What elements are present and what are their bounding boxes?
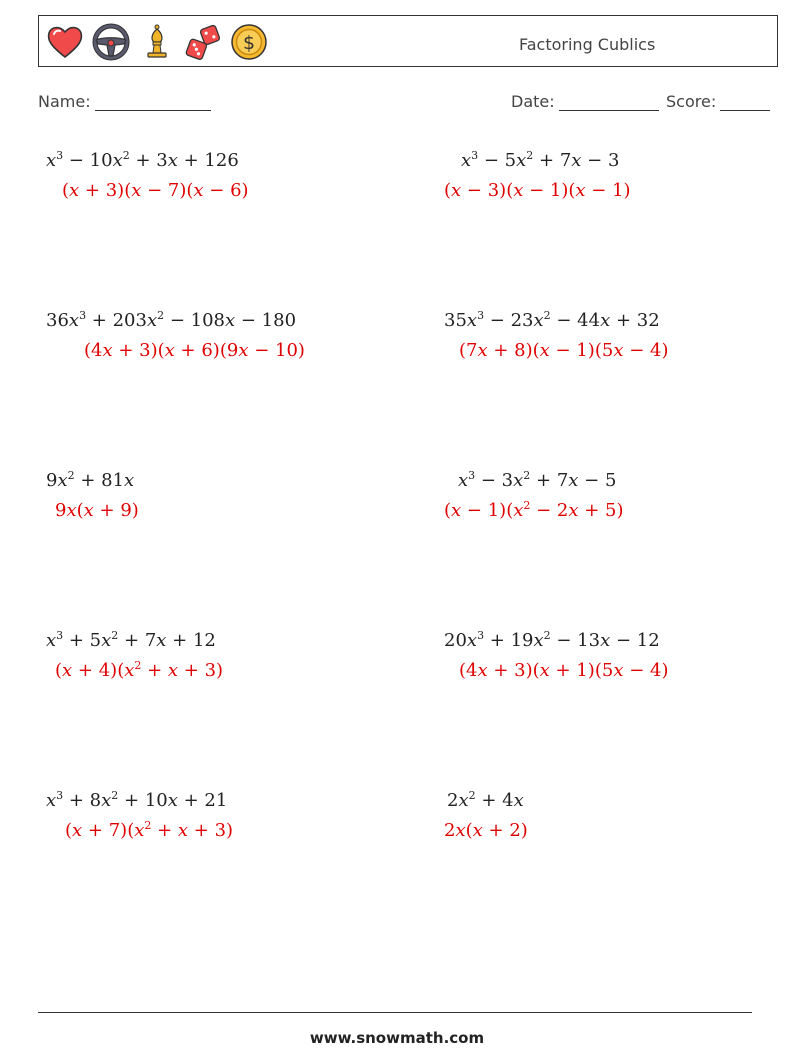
problem-6-question: $x^3 - 3x^2 + 7x - 5$ — [458, 469, 617, 491]
problem-2-answer: (x − 3)(x − 1)(x − 1) — [444, 180, 631, 201]
score-field[interactable] — [666, 92, 770, 111]
problem-3-answer: (4x + 3)(x + 6)(9x − 10) — [84, 340, 305, 361]
icon-row — [45, 22, 269, 62]
footer-divider — [38, 1012, 752, 1013]
problem-1-question: $x^3 - 10x^2 + 3x + 126$ — [46, 149, 239, 171]
worksheet-header — [38, 15, 778, 67]
problem-4-question: $35x^3 - 23x^2 - 44x + 32$ — [444, 309, 660, 331]
problem-1-answer: (x + 3)(x − 7)(x − 6) — [62, 180, 249, 201]
date-field[interactable] — [511, 92, 659, 111]
name-blank — [95, 92, 211, 111]
problem-7-answer: $(x + 4)(x^2 + x + 3)$ — [55, 659, 224, 681]
problem-5-answer: 9x(x + 9) — [55, 500, 139, 521]
dice-icon — [183, 22, 223, 62]
score-label: Score: — [666, 92, 717, 111]
dollar-coin-icon — [229, 22, 269, 62]
problem-10-answer: 2x(x + 2) — [444, 820, 528, 841]
problem-8-answer: (4x + 3)(x + 1)(5x − 4) — [459, 660, 669, 681]
heart-icon — [45, 22, 85, 62]
footer-url[interactable]: www.snowmath.com — [309, 1029, 485, 1047]
problem-10-question: $2x^2 + 4x$ — [447, 789, 524, 811]
date-blank — [559, 92, 659, 111]
problem-7-question: $x^3 + 5x^2 + 7x + 12$ — [46, 629, 216, 651]
problem-9-question: $x^3 + 8x^2 + 10x + 21$ — [46, 789, 228, 811]
svg-text:$: $ — [242, 32, 256, 54]
score-blank — [720, 92, 770, 111]
worksheet-title: Factoring Cublics — [519, 35, 656, 54]
problem-8-question: $20x^3 + 19x^2 - 13x - 12$ — [444, 629, 660, 651]
problem-2-question: $x^3 - 5x^2 + 7x - 3$ — [461, 149, 620, 171]
problem-3-question: $36x^3 + 203x^2 - 108x - 180$ — [46, 309, 297, 331]
steering-wheel-icon — [91, 22, 131, 62]
date-label: Date: — [511, 92, 555, 111]
problem-6-answer: $(x - 1)(x^2 - 2x + 5)$ — [444, 499, 624, 521]
problem-4-answer: (7x + 8)(x − 1)(5x − 4) — [459, 340, 669, 361]
name-field[interactable] — [38, 92, 211, 111]
problem-9-answer: $(x + 7)(x^2 + x + 3)$ — [65, 819, 234, 841]
problem-5-question: $9x^2 + 81x$ — [46, 469, 135, 491]
name-label: Name: — [38, 92, 91, 111]
chess-bishop-icon — [137, 22, 177, 62]
